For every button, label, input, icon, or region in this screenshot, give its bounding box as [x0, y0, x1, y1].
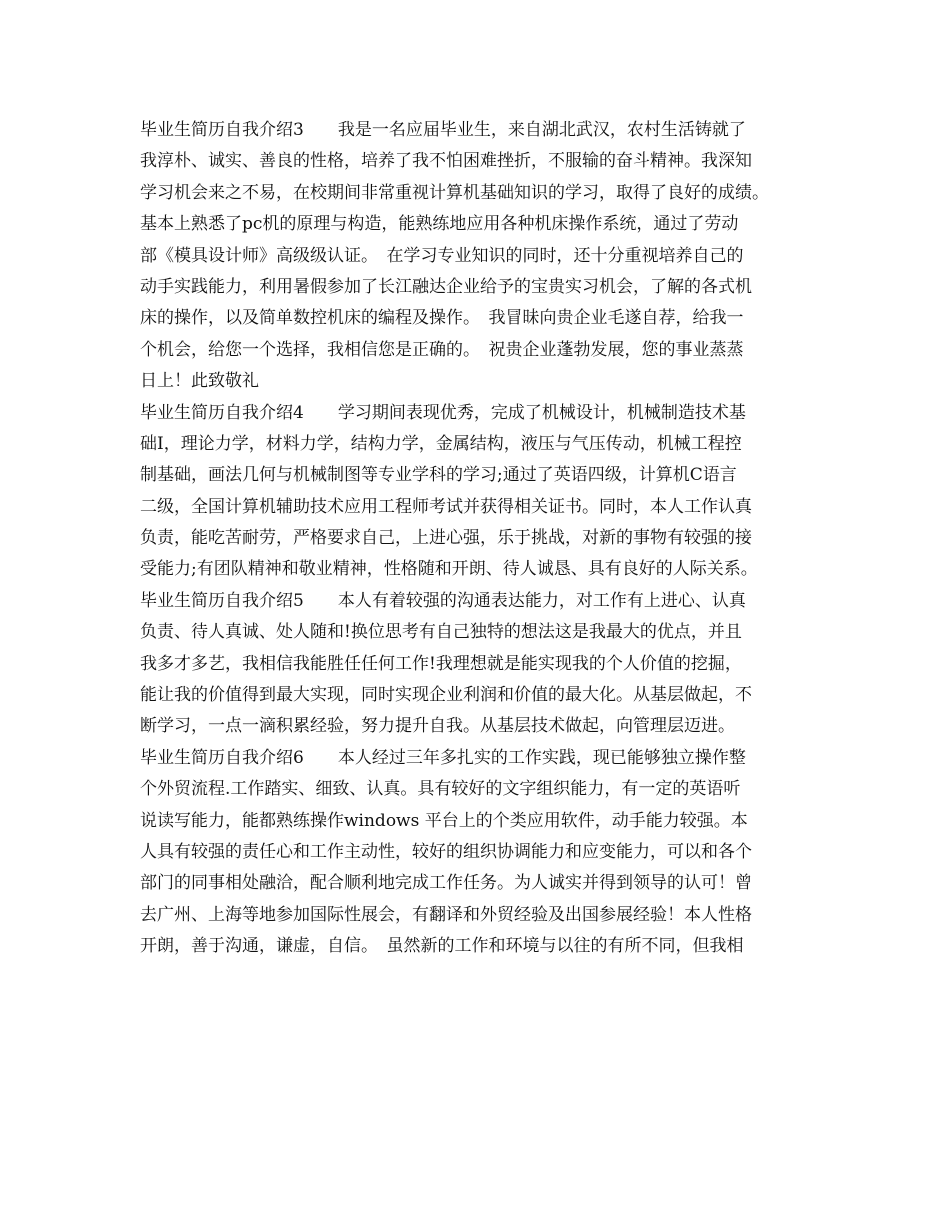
text-line: 个机会，给您一个选择，我相信您是正确的。 祝贵企业蓬勃发展，您的事业蒸蒸	[140, 339, 744, 360]
text-line: 能让我的价值得到最大实现，同时实现企业利润和价值的最大化。从基层做起，不	[140, 685, 752, 706]
text-line: 我多才多艺，我相信我能胜任任何工作!我理想就是能实现我的个人价值的挖掘，	[140, 653, 742, 674]
text-line: 础Ⅰ，理论力学，材料力学，结构力学，金属结构，液压与气压传动，机械工程控	[140, 433, 742, 454]
text-line: 受能力;有团队精神和敬业精神，性格随和开朗、待人诚恳、具有良好的人际关系。	[140, 559, 758, 580]
text-line: 毕业生简历自我介绍6 本人经过三年多扎实的工作实践，现已能够独立操作整	[140, 747, 746, 768]
text-line: 部《模具设计师》高级级认证。 在学习专业知识的同时，还十分重视培养自己的	[140, 245, 744, 266]
text-line: 毕业生简历自我介绍3 我是一名应届毕业生，来自湖北武汉，农村生活铸就了	[140, 120, 746, 140]
text-line: 人具有较强的责任心和工作主动性，较好的组织协调能力和应变能力，可以和各个	[140, 841, 752, 862]
text-line: 学习机会来之不易，在校期间非常重视计算机基础知识的学习，取得了良好的成绩。	[140, 182, 769, 203]
text-line: 日上！此致敬礼	[140, 371, 259, 392]
text-line: 个外贸流程.工作踏实、细致、认真。具有较好的文字组织能力，有一定的英语听	[140, 779, 741, 800]
text-line: 断学习，一点一滴积累经验，努力提升自我。从基层技术做起，向管理层迈进。	[140, 716, 735, 737]
text-line: 说读写能力，能都熟练操作windows 平台上的个类应用软件，动手能力较强。本	[140, 810, 748, 831]
text-line: 我淳朴、诚实、善良的性格，培养了我不怕困难挫折，不服输的奋斗精神。我深知	[140, 151, 752, 172]
text-line: 基本上熟悉了pc机的原理与构造，能熟练地应用各种机床操作系统，通过了劳动	[140, 214, 739, 235]
text-line: 开朗，善于沟通，谦虚，自信。 虽然新的工作和环境与以往的有所不同，但我相	[140, 936, 744, 957]
document-body	[140, 115, 840, 963]
text-line: 负责，能吃苦耐劳，严格要求自己，上进心强，乐于挑战，对新的事物有较强的接	[140, 528, 752, 549]
text-line: 部门的同事相处融洽，配合顺利地完成工作任务。为人诚实并得到领导的认可！曾	[140, 873, 752, 894]
text-line: 毕业生简历自我介绍5 本人有着较强的沟通表达能力，对工作有上进心、认真	[140, 590, 746, 611]
text-line: 负责、待人真诚、处人随和!换位思考有自己独特的想法这是我最大的优点，并且	[140, 622, 742, 643]
text-line: 床的操作，以及简单数控机床的编程及操作。 我冒昧向贵企业毛遂自荐，给我一	[140, 308, 744, 329]
text-line: 毕业生简历自我介绍4 学习期间表现优秀，完成了机械设计，机械制造技术基	[140, 402, 746, 423]
text-line: 动手实践能力，利用暑假参加了长江融达企业给予的宝贵实习机会，了解的各式机	[140, 276, 752, 297]
text-line: 去广州、上海等地参加国际性展会，有翻译和外贸经验及出国参展经验！本人性格	[140, 904, 752, 925]
text-line: 二级，全国计算机辅助技术应用工程师考试并获得相关证书。同时，本人工作认真	[140, 496, 752, 517]
text-line: 制基础，画法几何与机械制图等专业学科的学习;通过了英语四级，计算机C语言	[140, 465, 737, 486]
